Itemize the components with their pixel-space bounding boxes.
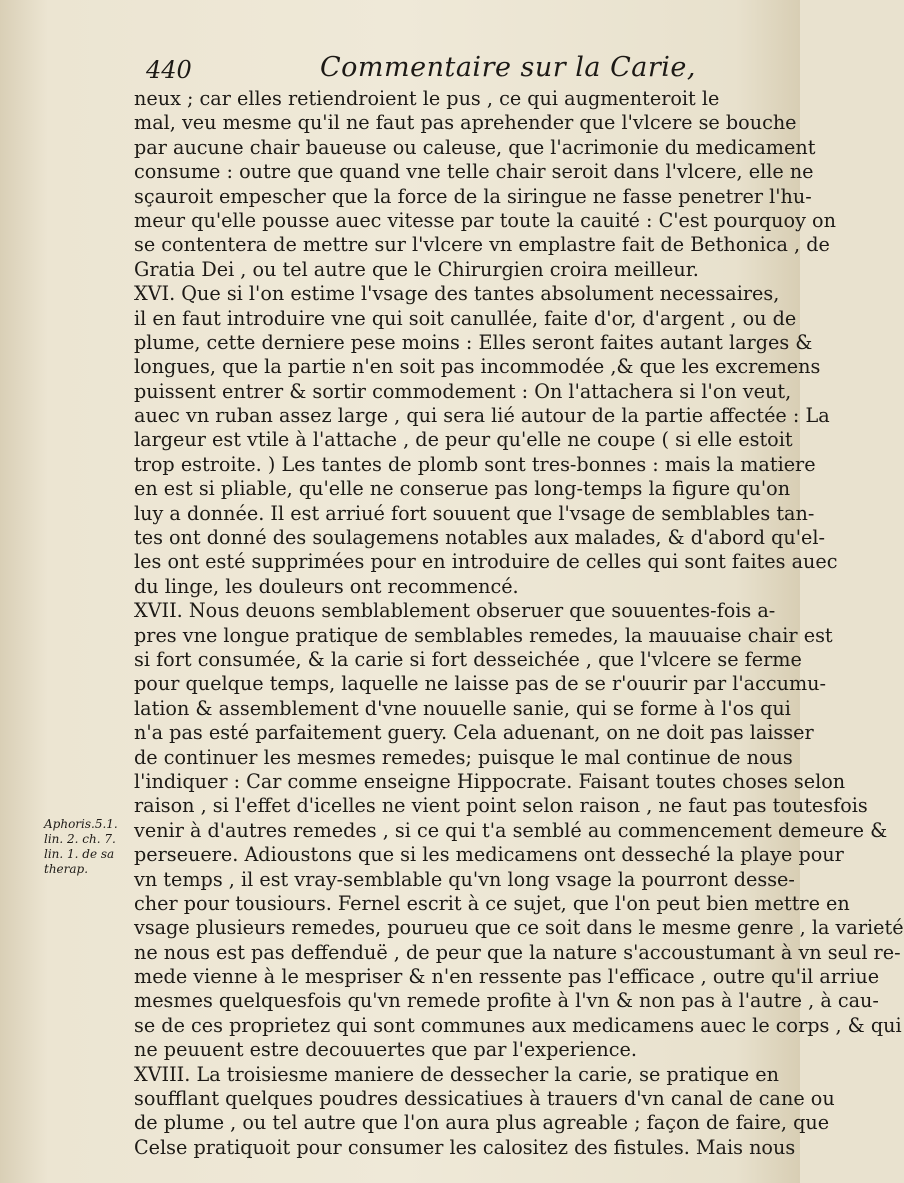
text-line: meur qu'elle pousse auec vitesse par toute la cauité : C'est pourquoy on	[134, 208, 836, 232]
text-line: consume : outre que quand vne telle chair seroit dans l'vlcere, elle ne	[134, 160, 814, 184]
text-line: trop estroite. ) Les tantes de plomb sont tres-bonnes : mais la matiere	[134, 452, 816, 476]
text-line: se contentera de mettre sur l'vlcere vn emplastre fait de Bethonica , de	[134, 233, 830, 257]
margin-note: lin. 2. ch. 7.	[44, 832, 116, 846]
text-line: par aucune chair baueuse ou caleuse, que l'acrimonie du medicament	[134, 135, 816, 159]
text-line: raison , si l'effet d'icelles ne vient point selon raison , ne faut pas toutesfois	[134, 794, 868, 818]
text-line: de continuer les mesmes remedes; puisque le mal continue de nous	[134, 745, 793, 769]
page-number: 440	[146, 56, 192, 84]
margin-note: therap.	[44, 862, 89, 876]
text-line: mede vienne à le mespriser & n'en ressente pas l'efficace , outre qu'il arriue	[134, 965, 880, 989]
text-line: auec vn ruban assez large , qui sera lié autour de la partie affectée : La	[134, 404, 830, 428]
text-line: soufflant quelques poudres dessicatiues à trauers d'vn canal de cane ou	[134, 1087, 835, 1111]
text-line: longues, que la partie n'en soit pas incommodée ,& que les excremens	[134, 355, 821, 379]
text-line: en est si pliable, qu'elle ne conserue pas long-temps la figure qu'on	[134, 477, 791, 501]
text-line: largeur est vtile à l'attache , de peur qu'elle ne coupe ( si elle estoit	[134, 428, 793, 452]
page-header	[140, 50, 760, 90]
text-line: vsage plusieurs remedes, pourueu que ce soit dans le mesme genre , la varieté	[134, 916, 904, 940]
text-line: se de ces proprietez qui sont communes aux medicamens auec le corps , & qui	[134, 1013, 902, 1037]
text-line: perseuere. Adioustons que si les medicamens ont desseché la playe pour	[134, 843, 844, 867]
text-line: XVII. Nous deuons semblablement obseruer que souuentes-fois a-	[134, 599, 776, 623]
text-line: l'indiquer : Car comme enseigne Hippocrate. Faisant toutes choses selon	[134, 769, 846, 793]
text-line: luy a donnée. Il est arriué fort souuent que l'vsage de semblables tan-	[134, 501, 815, 525]
text-line: vn temps , il est vray-semblable qu'vn long vsage la pourront desse-	[134, 867, 795, 891]
text-line: ne peuuent estre decouuertes que par l'experience.	[134, 1038, 637, 1062]
text-line: ne nous est pas deffenduë , de peur que la nature s'accoustumant à vn seul re-	[134, 940, 901, 964]
text-line: les ont esté supprimées pour en introduire de celles qui sont faites auec	[134, 550, 838, 574]
text-line: mal, veu mesme qu'il ne faut pas aprehender que l'vlcere se bouche	[134, 111, 797, 135]
text-line: du linge, les douleurs ont recommencé.	[134, 574, 519, 598]
running-title: Commentaire sur la Carie,	[320, 52, 696, 83]
text-line: XVIII. La troisiesme maniere de dessecher la carie, se pratique en	[134, 1062, 779, 1086]
text-line: de plume , ou tel autre que l'on aura plus agreable ; façon de faire, que	[134, 1111, 830, 1135]
margin-note: lin. 1. de sa	[44, 847, 115, 861]
text-line: sçauroit empescher que la force de la siringue ne fasse penetrer l'hu-	[134, 184, 812, 208]
text-line: cher pour tousiours. Fernel escrit à ce sujet, que l'on peut bien mettre en	[134, 891, 850, 915]
text-line: si fort consumée, & la carie si fort desseichée , que l'vlcere se ferme	[134, 647, 802, 671]
body-text	[134, 87, 904, 1160]
text-line: neux ; car elles retiendroient le pus , ce qui augmenteroit le	[134, 87, 720, 110]
text-line: plume, cette derniere pese moins : Elles seront faites autant larges &	[134, 330, 813, 354]
margin-note: Aphoris.5.1.	[44, 817, 118, 831]
text-line: lation & assemblement d'vne nouuelle sanie, qui se forme à l'os qui	[134, 696, 791, 720]
text-line: puissent entrer & sortir commodement : On l'attachera si l'on veut,	[134, 379, 792, 403]
text-line: XVI. Que si l'on estime l'vsage des tantes absolument necessaires,	[134, 282, 780, 306]
text-line: tes ont donné des soulagemens notables aux malades, & d'abord qu'el-	[134, 526, 825, 550]
text-line: pres vne longue pratique de semblables remedes, la mauuaise chair est	[134, 623, 833, 647]
text-line: n'a pas esté parfaitement guery. Cela aduenant, on ne doit pas laisser	[134, 721, 814, 745]
margin-notes	[44, 817, 132, 877]
text-line: mesmes quelquesfois qu'vn remede profite à l'vn & non pas à l'autre , à cau-	[134, 989, 879, 1013]
text-line: Celse pratiquoit pour consumer les calositez des fistules. Mais nous	[134, 1135, 796, 1159]
text-line: Gratia Dei , ou tel autre que le Chirurgien croira meilleur.	[134, 257, 699, 281]
text-line: venir à d'autres remedes , si ce qui t'a semblé au commencement demeure &	[134, 818, 888, 842]
text-line: il en faut introduire vne qui soit canullée, faite d'or, d'argent , ou de	[134, 306, 797, 330]
text-line: pour quelque temps, laquelle ne laisse pas de se r'ouurir par l'accumu-	[134, 672, 826, 696]
